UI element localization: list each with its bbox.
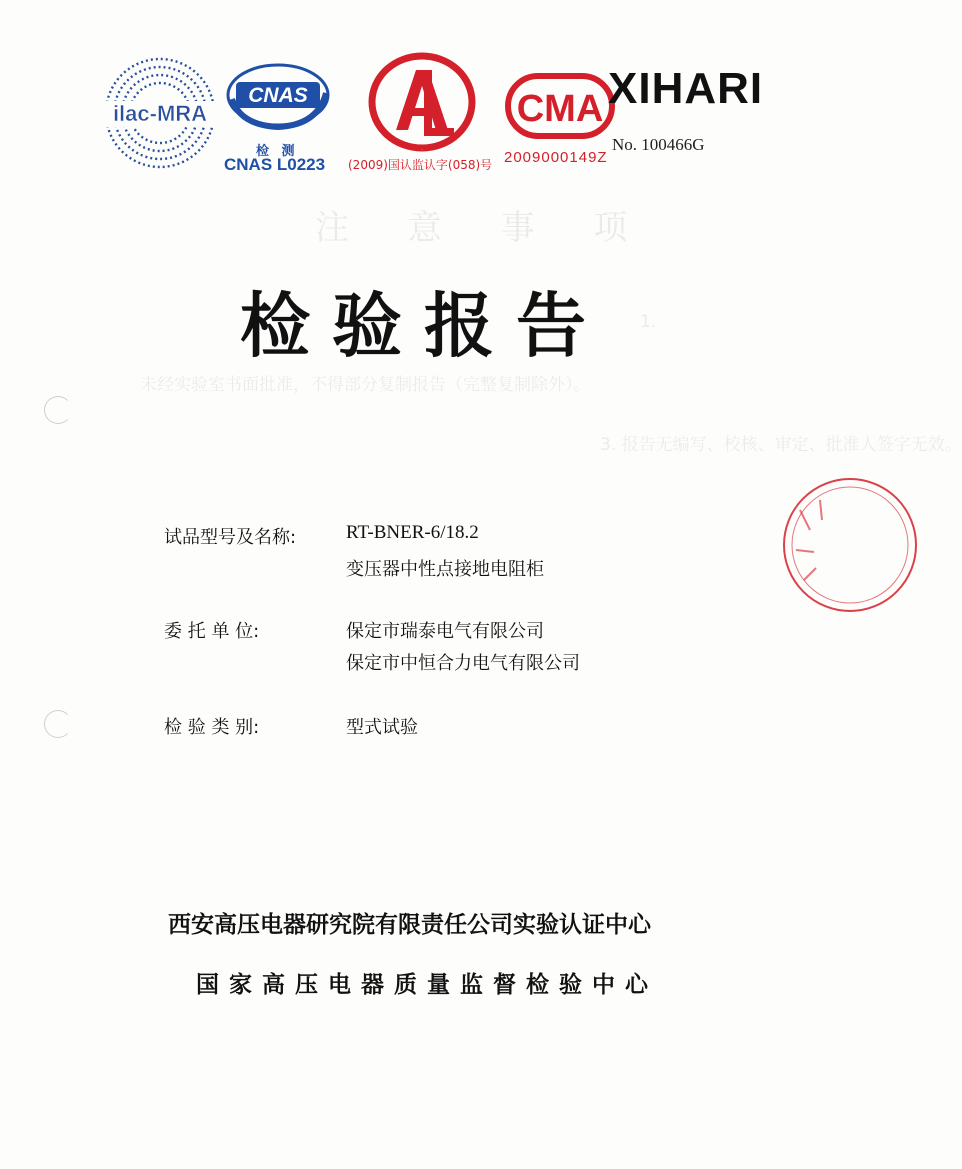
punch-hole-mark xyxy=(44,396,72,424)
cnas-logo-text: CNAS xyxy=(248,84,308,107)
cal-logo-text: CAL xyxy=(421,150,423,151)
sample-name: 变压器中性点接地电阻柜 xyxy=(346,559,544,580)
cal-logo xyxy=(366,50,478,154)
category-label: 检 验 类 别: xyxy=(164,717,260,738)
ilac-logo-text: ilac-MRA xyxy=(112,101,208,126)
cma-code: 2009000149Z xyxy=(504,149,608,166)
client-name-1: 保定市瑞泰电气有限公司 xyxy=(346,621,544,642)
cnas-logo xyxy=(222,55,334,125)
issuer-name-2: 国家高压电器质量监督检验中心 xyxy=(196,972,658,998)
cnas-code: CNAS L0223 xyxy=(224,155,326,174)
ilac-mra-logo xyxy=(102,55,218,171)
brand-logo: XIHARI xyxy=(608,64,764,113)
red-seal-stamp xyxy=(770,470,860,620)
reverse-show-through: 注 意 事 项 xyxy=(315,208,652,248)
cma-logo-text: CMA xyxy=(516,88,604,130)
reverse-show-through: 1. xyxy=(640,312,657,332)
cma-logo xyxy=(504,70,616,142)
client-name-2: 保定市中恒合力电气有限公司 xyxy=(346,653,580,674)
header-logos xyxy=(0,0,850,200)
reverse-show-through: 3. 报告无编写、校核、审定、批准人签字无效。 xyxy=(600,435,962,455)
cnas-subtitle: 检 测 xyxy=(256,144,299,159)
reverse-show-through: 未经实验室书面批准，不得部分复制报告（完整复制除外）。 xyxy=(140,375,591,395)
issuer-name-1: 西安高压电器研究院有限责任公司实验认证中心 xyxy=(168,912,651,938)
cal-caption: (2009)国认监认字(058)号 xyxy=(348,158,493,172)
sample-model: RT-BNER-6/18.2 xyxy=(346,522,479,543)
punch-hole-mark xyxy=(44,710,72,738)
client-label: 委 托 单 位: xyxy=(164,621,260,642)
sample-label: 试品型号及名称: xyxy=(164,527,297,548)
report-number: No. 100466G xyxy=(612,135,705,154)
document-title: 检验报告 xyxy=(240,285,608,367)
category-value: 型式试验 xyxy=(346,717,418,738)
